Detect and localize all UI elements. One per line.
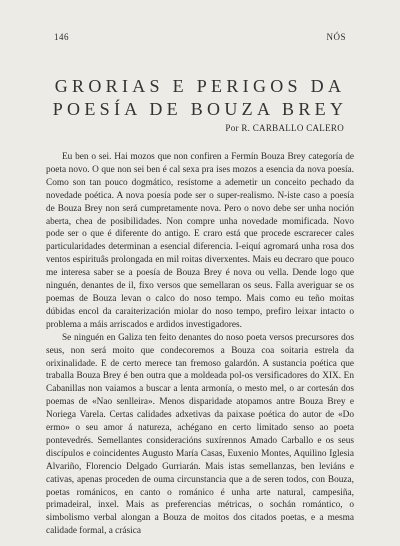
title-line-1: GRORIAS E PERIGOS DA: [54, 76, 346, 96]
title-line-2: POESÍA DE BOUZA BREY: [52, 99, 348, 119]
page-number: 146: [54, 32, 69, 42]
article-body: [46, 151, 354, 538]
author-byline: Por R. CARBALLO CALERO: [225, 123, 344, 133]
paragraph-1: Eu ben o sei. Hai mozos que non confiren a Fermín Bouza Brey categoría de poeta novo. O que non sei ben é cal sexa pra ises mozos a esencia da nova poesía. Como son tan pouco dogmático, resístome a ademetir un conceito pechado da novedade poética. A nova poesía pode ser o super-realismo. N-iste caso a poesía de Bouza Brey non será cumpretamente nova. Pero o novo debe ser unha noción aberta, chea de posibilidades. Non compre unha novedade momificada. Novo pode ser o que é diferente do antigo. E craro está que procede escrarecer cales particularidades determinan a esencial diferencia. I-eiquí agromará unha rosa dos ventos espirituâs prolongada en mil roitas diverxentes. Mais eu decraro que pouco me interesa saber se a poesía de Bouza Brey é nova ou vella. Dende logo que ninguén, denantes de il, fixo versos que semellaran os seus. Falla averiguar se os poemas de Bouza levan o calco do noso tempo. Mais como eu teño moitas dúbidas encol da caraiterización miolar do noso tempo, prefiro leixar intacto o problema a máis arriscados e ardidos investigadores.: [46, 152, 354, 330]
journal-name: NÓS: [326, 32, 346, 42]
paragraph-2: Se ninguén en Galiza ten feito denantes do noso poeta versos precursores dos seus, non será moito que condecoremos a Bouza coa soitaria estrela da orixinalidade. E de certo merece tan fremoso galardón. A sustancia poética que traballa Bouza Brey é ben outra que a moldeada pol-os versificadores do XIX. En Cabanillas non vaiamos a buscar a lenta armonía, o mesto mel, o ar cortesán dos poemas de «Nao senlleira». Menos disparidade atopamos antre Bouza Brey e Noriega Varela. Certas calidades adxetivas da paixase poética do autor de «Do ermo» o seu amor á natureza, achégano en certo limitado senso ao poeta pontevedrés. Semellantes consideracións suxírennos Amado Carballo e os seus discípulos e coincidentes Augusto María Casas, Euxenio Montes, Aquilino Iglesia Alvariño, Florencio Delgado Gurriarán. Mais istas semellanzas, ben leviáns e cativas, apenas proceden de ouma circunstancia que a de seren todos, con Bouza, poetas románicos, en canto o románico é unha arte natural, campesiña, primadeiral, inxel. Mais as preferencias métricas, o sochán romántico, o simbolismo verbal alongan a Bouza de moitos dos citados poetas, e a mesma calidade formal, a crásica: [46, 332, 354, 537]
article-title: [40, 75, 360, 121]
page-header: [54, 32, 346, 44]
